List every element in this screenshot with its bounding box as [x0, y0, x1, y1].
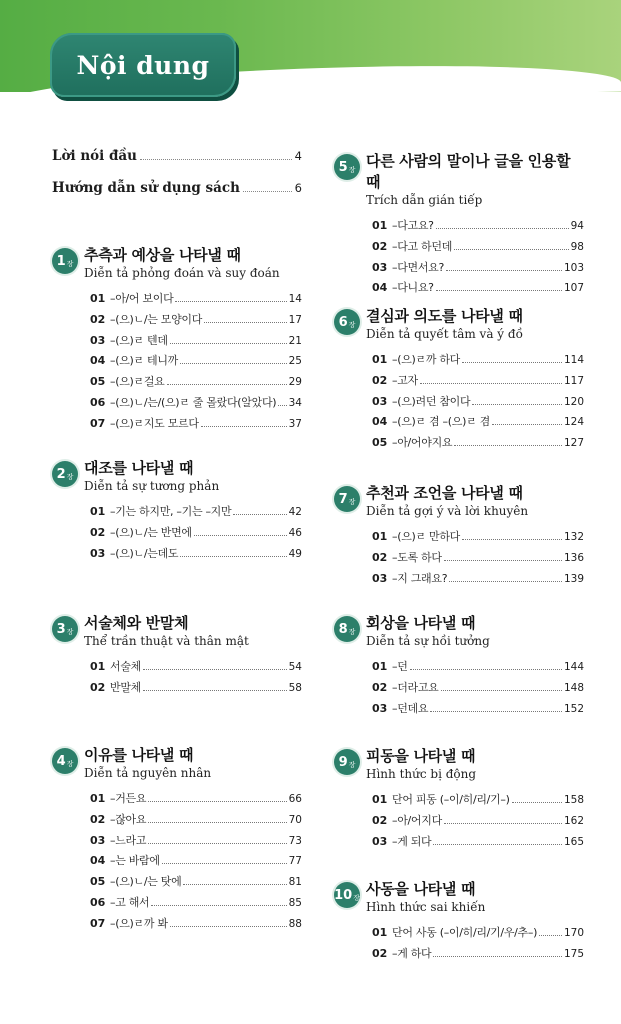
lesson-number: 07 [90, 416, 106, 430]
left-column [52, 148, 302, 212]
lesson-list [372, 217, 584, 300]
lesson-row[interactable] [90, 524, 302, 545]
page-number: 162 [563, 814, 584, 827]
lesson-row[interactable] [372, 528, 584, 549]
dot-leader [433, 837, 562, 845]
page-number: 120 [563, 395, 584, 408]
lesson-number: 05 [90, 375, 106, 389]
lesson-number: 02 [90, 680, 106, 694]
chapter-number: 1 [56, 253, 66, 269]
page-number: 49 [288, 547, 302, 560]
lesson-row[interactable] [372, 812, 584, 833]
dot-leader [148, 794, 286, 802]
chapter-number: 7 [338, 491, 348, 507]
page-number: 4 [294, 149, 302, 163]
lesson-label: –(으)ㄹ걸요 [110, 375, 165, 389]
chapter-section [334, 482, 584, 590]
lesson-number: 03 [90, 333, 106, 347]
lesson-number: 02 [372, 550, 388, 564]
dot-leader [204, 315, 287, 323]
lesson-label: –(으)ㄹ 텐데 [110, 333, 168, 347]
chapter-number: 8 [338, 621, 348, 637]
dot-leader [243, 183, 292, 192]
lesson-row[interactable] [372, 833, 584, 854]
dot-leader [472, 397, 562, 405]
dot-leader [454, 438, 562, 446]
lesson-row[interactable] [90, 873, 302, 894]
lesson-row[interactable] [90, 658, 302, 679]
chapter-number-badge [334, 154, 360, 180]
lesson-row[interactable] [372, 570, 584, 591]
dot-leader [170, 919, 287, 927]
dot-leader [512, 795, 562, 803]
chapter-section [334, 745, 584, 853]
dot-leader [183, 877, 286, 885]
dot-leader [151, 898, 286, 906]
lesson-row[interactable] [372, 393, 584, 414]
lesson-label: –(으)ㄹ 겸 –(으)ㄹ 겸 [392, 415, 490, 429]
dot-leader [410, 662, 562, 670]
page-number: 88 [288, 917, 302, 930]
page-number: 107 [563, 282, 584, 295]
lesson-number: 03 [90, 546, 106, 560]
lesson-label: –고 해서 [110, 895, 150, 909]
lesson-row[interactable] [90, 894, 302, 915]
page-number: 6 [294, 181, 302, 195]
page-number: 73 [288, 834, 302, 847]
chapter-title[interactable]: 이유를 나타낼 때 [84, 746, 194, 764]
page-number: 77 [288, 855, 302, 868]
lesson-number: 03 [372, 834, 388, 848]
chapter-number: 5 [338, 159, 348, 175]
chapter-suffix: 장 [66, 627, 74, 636]
dot-leader [420, 376, 562, 384]
page-number: 29 [288, 376, 302, 389]
dot-leader [462, 355, 562, 363]
lesson-number: 02 [372, 373, 388, 387]
dot-leader [167, 377, 287, 385]
chapter-title[interactable]: 회상을 나타낼 때 [366, 614, 476, 632]
lesson-row[interactable] [372, 549, 584, 570]
lesson-number: 03 [372, 701, 388, 715]
lesson-row[interactable] [90, 811, 302, 832]
lesson-label: –(으)ㄹ 만하다 [392, 530, 461, 543]
page-number: 46 [288, 526, 302, 539]
lesson-row[interactable] [90, 352, 302, 373]
lesson-number: 01 [90, 292, 106, 305]
dot-leader [454, 242, 569, 250]
lesson-number: 02 [372, 680, 388, 694]
chapter-subtitle: Trích dẫn gián tiếp [366, 193, 483, 207]
lesson-row[interactable] [90, 311, 302, 332]
lesson-row[interactable] [90, 290, 302, 311]
page-number: 54 [288, 661, 302, 673]
lesson-number: 02 [372, 946, 388, 960]
dot-leader [462, 532, 562, 540]
chapter-number: 3 [56, 621, 66, 637]
page-number: 103 [563, 261, 584, 274]
lesson-row[interactable] [90, 679, 302, 700]
page-number: 37 [288, 417, 302, 430]
lesson-label: –던 [392, 660, 408, 673]
lesson-label: –는 바람에 [110, 854, 160, 868]
page-number: 124 [563, 416, 584, 429]
lesson-row[interactable] [90, 503, 302, 524]
chapter-section [334, 150, 584, 300]
lesson-number: 06 [90, 395, 106, 409]
page-number: 21 [288, 334, 302, 347]
lesson-label: –(으)ㄴ/는/(으)ㄹ 줄 몰랐다(알았다) [110, 395, 277, 409]
chapter-title[interactable]: 추측과 예상을 나타낼 때 [84, 246, 241, 264]
dot-leader [148, 836, 286, 844]
lesson-label: –거든요 [110, 792, 147, 805]
page-number: 58 [288, 681, 302, 694]
chapter-number: 2 [56, 466, 66, 482]
chapter-suffix: 장 [66, 259, 74, 268]
lesson-number: 05 [90, 875, 106, 889]
lesson-label: –(으)려던 참이다 [392, 394, 471, 408]
lesson-row[interactable] [372, 259, 584, 280]
chapter-suffix: 장 [353, 893, 360, 902]
lesson-label: –(으)ㄹ까 하다 [392, 353, 461, 366]
front-matter-label: Hướng dẫn sử dụng sách [52, 180, 240, 196]
lesson-label: 반말체 [110, 680, 141, 694]
chapter-section [334, 305, 584, 455]
lesson-label: –(으)ㄴ/는 모양이다 [110, 312, 203, 326]
lesson-list [90, 290, 302, 436]
lesson-label: –다니요? [392, 281, 434, 295]
chapter-section [52, 612, 302, 700]
chapter-title[interactable]: 다른 사람의 말이나 글을 인용할 때 [366, 152, 571, 191]
dot-leader [201, 419, 287, 427]
dot-leader [492, 417, 562, 425]
lesson-label: –도록 하다 [392, 550, 442, 564]
chapter-title[interactable]: 대조를 나타낼 때 [84, 459, 194, 477]
lesson-list [372, 351, 584, 455]
dot-leader [143, 683, 287, 691]
lesson-label: –느라고 [110, 833, 147, 847]
page-number: 14 [288, 293, 302, 305]
dot-leader [140, 151, 292, 160]
chapter-suffix: 장 [348, 627, 356, 636]
page-number: 94 [570, 220, 584, 232]
lesson-number: 01 [372, 530, 388, 543]
lesson-row[interactable] [372, 279, 584, 300]
lesson-number: 02 [90, 312, 106, 326]
lesson-row[interactable] [372, 945, 584, 966]
dot-leader [278, 398, 286, 406]
dot-leader [170, 336, 287, 344]
dot-leader [175, 294, 286, 302]
dot-leader [446, 263, 562, 271]
chapter-number-badge [334, 882, 360, 908]
dot-leader [162, 856, 287, 864]
lesson-row[interactable] [372, 372, 584, 393]
chapter-number: 4 [56, 753, 66, 769]
lesson-row[interactable] [372, 700, 584, 721]
chapter-title[interactable]: 서술체와 반말체 [84, 614, 189, 632]
chapter-number-badge [334, 749, 360, 775]
page-number: 98 [570, 240, 584, 253]
chapter-subtitle: Diễn tả gợi ý và lời khuyên [366, 504, 529, 518]
lesson-row[interactable] [90, 915, 302, 936]
lesson-row[interactable] [372, 791, 584, 812]
lesson-label: –더라고요 [392, 680, 439, 694]
chapter-number: 9 [338, 754, 348, 770]
lesson-label: –지 그래요? [392, 571, 448, 585]
lesson-label: –(으)ㄹ 테니까 [110, 354, 179, 368]
lesson-label: 단어 사동 (–이/히/리/기/우/추–) [392, 926, 538, 939]
chapter-section [334, 612, 584, 720]
lesson-label: –(으)ㄹ까 봐 [110, 916, 168, 930]
lesson-number: 04 [372, 415, 388, 429]
lesson-row[interactable] [90, 415, 302, 436]
chapter-number-badge [52, 748, 78, 774]
front-matter-row[interactable] [52, 148, 302, 164]
lesson-number: 03 [372, 394, 388, 408]
chapter-subtitle: Diễn tả nguyên nhân [84, 766, 212, 780]
lesson-row[interactable] [372, 217, 584, 238]
lesson-number: 01 [372, 219, 388, 232]
dot-leader [433, 949, 562, 957]
page-number: 152 [563, 702, 584, 715]
page-number: 175 [563, 947, 584, 960]
lesson-list [90, 658, 302, 700]
lesson-row[interactable] [372, 658, 584, 679]
chapter-suffix: 장 [348, 320, 356, 329]
lesson-number: 04 [90, 854, 106, 868]
chapter-title[interactable]: 결심과 의도를 나타낼 때 [366, 307, 523, 325]
page-number: 165 [563, 835, 584, 848]
lesson-label: 단어 피동 (–이/히/리/기–) [392, 793, 510, 806]
chapter-section [52, 744, 302, 936]
lesson-label: –(으)ㄹ지도 모르다 [110, 416, 199, 430]
dot-leader [430, 704, 562, 712]
dot-leader [449, 574, 562, 582]
dot-leader [143, 662, 287, 670]
chapter-number-badge [334, 486, 360, 512]
page-number: 170 [563, 927, 584, 939]
lesson-row[interactable] [372, 351, 584, 372]
lesson-label: –아/어지다 [392, 813, 442, 827]
lesson-label: –다면서요? [392, 260, 445, 274]
lesson-row[interactable] [372, 238, 584, 259]
chapter-subtitle: Diễn tả sự tương phản [84, 479, 220, 493]
lesson-label: 서술체 [110, 660, 141, 673]
dot-leader [539, 928, 562, 936]
lesson-label: –아/어 보이다 [110, 292, 174, 305]
page-number: 114 [563, 354, 584, 366]
lesson-row[interactable] [372, 924, 584, 945]
chapter-number: 10 [334, 887, 353, 903]
front-matter-row[interactable] [52, 180, 302, 196]
lesson-label: –잖아요 [110, 812, 147, 826]
dot-leader [180, 356, 287, 364]
chapter-subtitle: Diễn tả sự hồi tưởng [366, 634, 490, 648]
lesson-row[interactable] [90, 332, 302, 353]
chapter-title[interactable]: 추천과 조언을 나타낼 때 [366, 484, 523, 502]
title-box [50, 33, 236, 97]
lesson-number: 05 [372, 436, 388, 450]
chapter-number-badge [52, 248, 78, 274]
lesson-label: –(으)ㄴ/는 탓에 [110, 875, 182, 889]
chapter-subtitle: Diễn tả phỏng đoán và suy đoán [84, 266, 280, 280]
dot-leader [180, 549, 286, 557]
dot-leader [436, 283, 562, 291]
lesson-row[interactable] [90, 790, 302, 811]
page-number: 34 [288, 396, 302, 409]
page-number: 144 [563, 661, 584, 673]
lesson-number: 01 [90, 792, 106, 805]
page-number: 132 [563, 531, 584, 543]
page-number: 70 [288, 813, 302, 826]
lesson-number: 07 [90, 916, 106, 930]
lesson-row[interactable] [90, 373, 302, 394]
lesson-number: 03 [372, 571, 388, 585]
page-number: 17 [288, 313, 302, 326]
chapter-suffix: 장 [348, 760, 356, 769]
lesson-list [372, 791, 584, 853]
lesson-label: –(으)ㄴ/는 반면에 [110, 525, 192, 539]
lesson-number: 06 [90, 895, 106, 909]
lesson-label: –기는 하지만, –기는 –지만 [110, 505, 232, 518]
page-number: 117 [563, 374, 584, 387]
chapter-section [52, 457, 302, 565]
dot-leader [148, 815, 286, 823]
dot-leader [444, 553, 562, 561]
page-number: 25 [288, 355, 302, 368]
lesson-number: 01 [90, 660, 106, 673]
chapter-title[interactable]: 사동을 나타낼 때 [366, 880, 476, 898]
page-number: 66 [288, 793, 302, 805]
chapter-suffix: 장 [348, 497, 356, 506]
lesson-row[interactable] [90, 394, 302, 415]
lesson-number: 04 [90, 354, 106, 368]
page-title: Nội dung [76, 50, 210, 80]
lesson-number: 01 [90, 505, 106, 518]
page-number: 85 [288, 896, 302, 909]
dot-leader [194, 528, 287, 536]
chapter-subtitle: Thể trần thuật và thân mật [84, 634, 249, 648]
lesson-row[interactable] [372, 679, 584, 700]
chapter-subtitle: Hình thức sai khiến [366, 900, 486, 914]
page-number: 136 [563, 551, 584, 564]
lesson-list [372, 528, 584, 590]
page-number: 81 [288, 876, 302, 889]
lesson-list [90, 790, 302, 936]
lesson-row[interactable] [90, 852, 302, 873]
lesson-label: –아/어야지요 [392, 436, 453, 450]
dot-leader [436, 221, 569, 229]
chapter-number-badge [334, 616, 360, 642]
dot-leader [441, 683, 562, 691]
chapter-title[interactable]: 피동을 나타낼 때 [366, 747, 476, 765]
page-number: 42 [288, 506, 302, 518]
chapter-subtitle: Diễn tả quyết tâm và ý đồ [366, 327, 523, 341]
chapter-suffix: 장 [348, 165, 356, 174]
chapter-number-badge [52, 461, 78, 487]
lesson-number: 02 [372, 239, 388, 253]
lesson-number: 02 [90, 812, 106, 826]
page-number: 148 [563, 681, 584, 694]
lesson-number: 01 [372, 793, 388, 806]
lesson-row[interactable] [90, 832, 302, 853]
lesson-label: –다고요? [392, 219, 434, 232]
lesson-list [372, 924, 584, 966]
front-matter-label: Lời nói đầu [52, 148, 137, 164]
lesson-number: 01 [372, 660, 388, 673]
lesson-row[interactable] [90, 545, 302, 566]
chapter-number: 6 [338, 314, 348, 330]
lesson-row[interactable] [372, 413, 584, 434]
page-number: 127 [563, 437, 584, 450]
chapter-subtitle: Hình thức bị động [366, 767, 477, 781]
lesson-number: 03 [372, 260, 388, 274]
chapter-number-badge [52, 616, 78, 642]
lesson-list [372, 658, 584, 720]
lesson-label: –게 되다 [392, 834, 432, 848]
dot-leader [444, 816, 562, 824]
lesson-number: 04 [372, 281, 388, 295]
lesson-number: 01 [372, 353, 388, 366]
lesson-number: 02 [372, 813, 388, 827]
page-number: 139 [563, 572, 584, 585]
chapter-suffix: 장 [66, 759, 74, 768]
lesson-label: –다고 하던데 [392, 239, 453, 253]
lesson-label: –던데요 [392, 701, 429, 715]
lesson-number: 03 [90, 833, 106, 847]
lesson-label: –게 하다 [392, 946, 432, 960]
lesson-label: –고자 [392, 373, 418, 387]
chapter-section [334, 878, 584, 966]
lesson-list [90, 503, 302, 565]
lesson-number: 02 [90, 525, 106, 539]
page-number: 158 [563, 794, 584, 806]
chapter-suffix: 장 [66, 472, 74, 481]
lesson-number: 01 [372, 926, 388, 939]
chapter-number-badge [334, 309, 360, 335]
lesson-row[interactable] [372, 434, 584, 455]
dot-leader [233, 507, 286, 515]
lesson-label: –(으)ㄴ/는데도 [110, 546, 179, 560]
chapter-section [52, 244, 302, 436]
